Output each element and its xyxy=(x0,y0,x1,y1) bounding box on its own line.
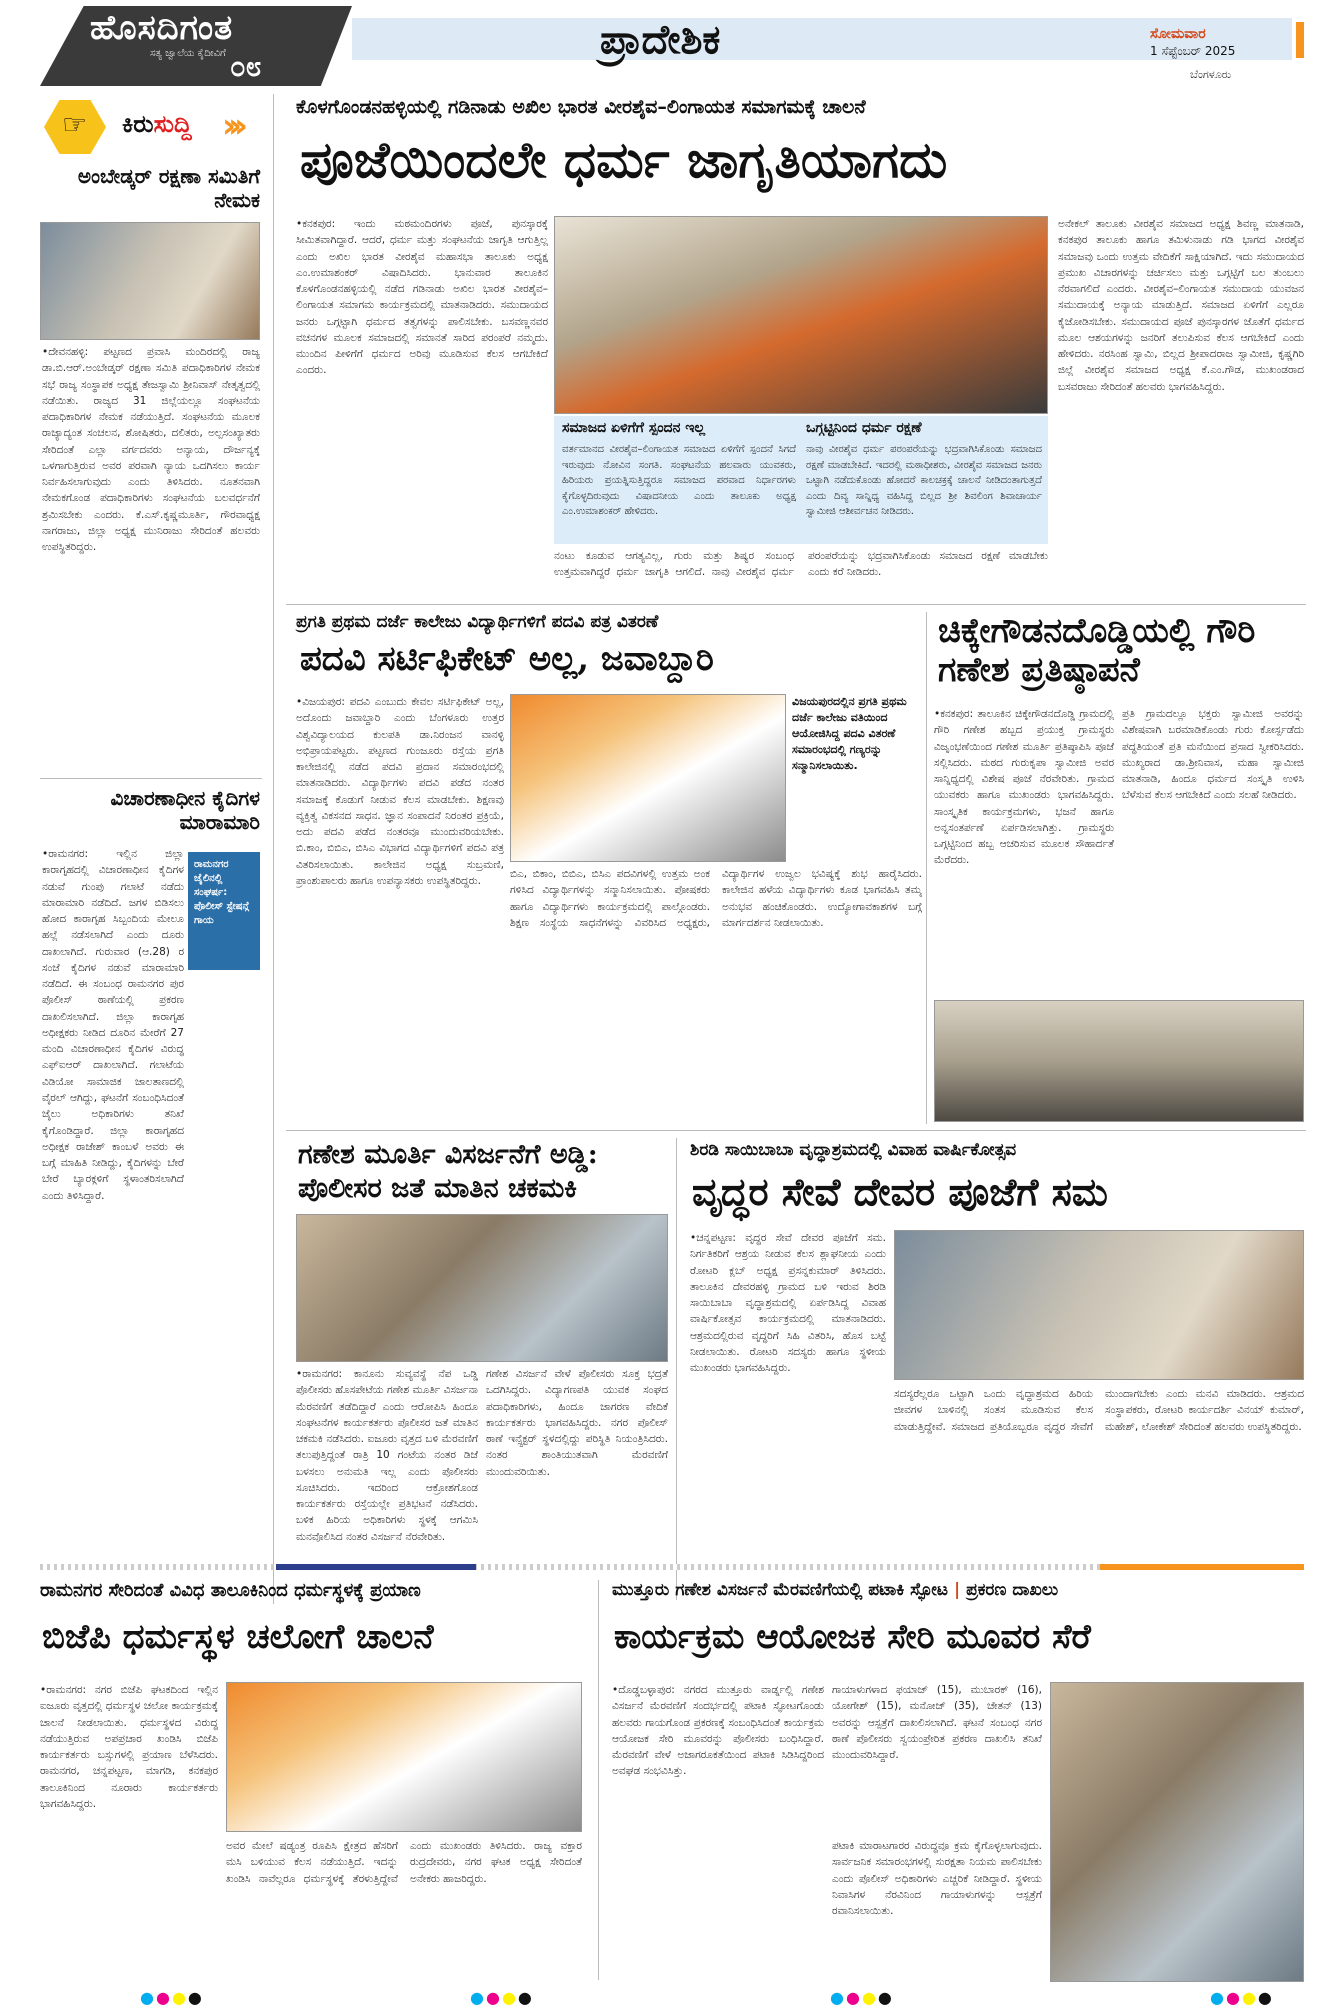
kiru-item2-body: •ರಾಮನಗರ: ಇಲ್ಲಿನ ಜಿಲ್ಲಾ ಕಾರಾಗೃಹದಲ್ಲಿ ವಿಚಾರಣಾಧೀನ ಕೈದಿಗಳ ನಡುವೆ ಗುಂಪು ಗಲಾಟೆ ನಡೆದು ಮಾರಾಮಾರಿ ನಡೆದಿದೆ. ಜಗಳ ಬಿಡಿಸಲು ಹೋದ ಕಾರಾಗೃಹ ಸಿಬ್ಬಂದಿಯ ಮೇಲೂ ಹಲ್ಲೆ ನಡೆಸಲಾಗಿದೆ ಎಂದು ದೂರು ದಾಖಲಾಗಿದೆ. ಗುರುವಾರ (ಆ.28) ರ ಸಂಜೆ ಕೈದಿಗಳ ನಡುವೆ ಮಾರಾಮಾರಿ ನಡೆದಿದೆ. ಈ ಸಂಬಂಧ ರಾಮನಗರ ಪುರ ಪೊಲೀಸ್ ಠಾಣೆಯಲ್ಲಿ ಪ್ರಕರಣ ದಾಖಲಿಸಲಾಗಿದೆ. ಜಿಲ್ಲಾ ಕಾರಾಗೃಹ ಅಧೀಕ್ಷಕರು ನೀಡಿದ ದೂರಿನ ಮೇರೆಗೆ 27 ಮಂದಿ ವಿಚಾರಣಾಧೀನ ಕೈದಿಗಳ ವಿರುದ್ಧ ಎಫ್ಐಆರ್ ದಾಖಲಾಗಿದೆ. ಗಲಾಟೆಯ ವಿಡಿಯೋ ಸಾಮಾಜಿಕ ಜಾಲತಾಣದಲ್ಲಿ ವೈರಲ್ ಆಗಿದ್ದು, ಘಟನೆಗೆ ಸಂಬಂಧಿಸಿದಂತೆ ಜೈಲು ಅಧಿಕಾರಿಗಳು ತನಿಖೆ ಕೈಗೊಂಡಿದ್ದಾರೆ. ಜಿಲ್ಲಾ ಕಾರಾಗೃಹದ ಅಧೀಕ್ಷಕ ರಾಜೇಶ್ ಕಾಂಬಳೆ ಅವರು ಈ ಬಗ್ಗೆ ಮಾಹಿತಿ ನೀಡಿದ್ದು, ಕೈದಿಗಳನ್ನು ಬೇರೆ ಬೇರೆ ಬ್ಯಾರಕ್ಗಳಿಗೆ ಸ್ಥಳಾಂತರಿಸಲಾಗಿದೆ ಎಂದು ತಿಳಿಸಿದ್ದಾರೆ. xyxy=(42,848,184,1202)
story6-body: •ರಾಮನಗರ: ನಗರ ಬಿಜೆಪಿ ಘಟಕದಿಂದ ಇಲ್ಲಿನ ಐಜೂರು ವೃತ್ತದಲ್ಲಿ ಧರ್ಮಸ್ಥಳ ಚಲೋ ಕಾರ್ಯಕ್ರಮಕ್ಕೆ ಚಾಲನೆ ನೀಡಲಾಯಿತು. ಧರ್ಮಸ್ಥಳದ ವಿರುದ್ಧ ನಡೆಯುತ್ತಿರುವ ಅಪಪ್ರಚಾರ ಖಂಡಿಸಿ ಬಿಜೆಪಿ ಕಾರ್ಯಕರ್ತರು ಬಸ್ಸುಗಳಲ್ಲಿ ಪ್ರಯಾಣ ಬೆಳೆಸಿದರು. ರಾಮನಗರ, ಚನ್ನಪಟ್ಟಣ, ಮಾಗಡಿ, ಕನಕಪುರ ತಾಲೂಕಿನಿಂದ ನೂರಾರು ಕಾರ್ಯಕರ್ತರು ಭಾಗವಹಿಸಿದ್ದರು. xyxy=(40,1684,218,1810)
kiru-item2-caption: ರಾಮನಗರ ಜೈಲಿನಲ್ಲಿ ಸಂಘರ್ಷ: ಪೊಲೀಸ್ ಸ್ಟೇಷನ್ಗೆ ಗಾಯ xyxy=(188,852,260,970)
story7-body3: ಪಟಾಕಿ ಮಾರಾಟಗಾರರ ವಿರುದ್ಧವೂ ಕ್ರಮ ಕೈಗೊಳ್ಳಲಾಗುವುದು. ಸಾರ್ವಜನಿಕ ಸಮಾರಂಭಗಳಲ್ಲಿ ಸುರಕ್ಷತಾ ನಿಯಮ ಪಾಲಿಸಬೇಕು ಎಂದು ಪೊಲೀಸ್ ಅಧಿಕಾರಿಗಳು ಎಚ್ಚರಿಕೆ ನೀಡಿದ್ದಾರೆ. ಸ್ಥಳೀಯ ನಿವಾಸಿಗಳ ನೆರವಿನಿಂದ ಗಾಯಾಳುಗಳನ್ನು ಆಸ್ಪತ್ರೆಗೆ ರವಾನಿಸಲಾಯಿತು. xyxy=(832,1840,1042,1918)
story4-photo xyxy=(296,1214,668,1362)
lead-tail: ನಂಟು ಕೂಡುವ ಆಗತ್ಯವಿಲ್ಲ, ಗುರು ಮತ್ತು ಶಿಷ್ಯರ ಸಂಬಂಧ ಉತ್ತಮವಾಗಿದ್ದರೆ ಧರ್ಮ ಜಾಗೃತಿ ಆಗಲಿದೆ. ನಾವು ವೀರಶೈವ ಧರ್ಮ ಪರಂಪರೆಯನ್ನು ಭದ್ರವಾಗಿಸಿಕೊಂಡು ಸಮಾಜದ ರಕ್ಷಣೆ ಮಾಡಬೇಕು ಎಂದು ಕರೆ ನೀಡಿದರು. xyxy=(554,550,1048,579)
lead-col1: •ಕನಕಪುರ: ಇಂದು ಮಠಮಂದಿರಗಳು ಪೂಜೆ, ಪುನಸ್ಕಾರಕ್ಕೆ ಸೀಮಿತವಾಗಿದ್ದಾರೆ. ಆದರೆ, ಧರ್ಮ ಮತ್ತು ಸಂಘಟನೆಯ ಜಾಗೃತಿ ಆಗುತ್ತಿಲ್ಲ ಎಂದು ಅಖಿಲ ಭಾರತ ವೀರಶೈವ ಮಹಾಸಭಾ ತಾಲೂಕು ಅಧ್ಯಕ್ಷ ಎಂ.ಉಮಾಶಂಕರ್ ವಿಷಾದಿಸಿದರು. ಭಾನುವಾರ ತಾಲೂಕಿನ ಕೊಳಗೊಂಡನಹಳ್ಳಿಯಲ್ಲಿ ನಡೆದ ಗಡಿನಾಡು ಅಖಿಲ ಭಾರತ ವೀರಶೈವ–ಲಿಂಗಾಯತ ಸಮಾಗಮ ಕಾರ್ಯಕ್ರಮದಲ್ಲಿ ಮಾತನಾಡಿದರು. ಸಮುದಾಯದ ಜನರು ಒಗ್ಗಟ್ಟಾಗಿ ಧರ್ಮದ ತತ್ವಗಳನ್ನು ಪಾಲಿಸಬೇಕು. ಬಸವಣ್ಣನವರ ವಚನಗಳ ಮೂಲಕ ಸಮಾಜದಲ್ಲಿ ಸಮಾನತೆ ಸಾರಿದ ಪರಂಪರೆ ನಮ್ಮದು. ಮುಂದಿನ ಪೀಳಿಗೆಗೆ ಧರ್ಮದ ಅರಿವು ಮೂಡಿಸುವ ಕೆಲಸ ಆಗಬೇಕಿದೆ ಎಂದರು. xyxy=(296,218,548,377)
lead-box-b-title: ಒಗ್ಗಟ್ಟಿನಿಂದ ಧರ್ಮ ರಕ್ಷಣೆ xyxy=(806,420,922,436)
kiru-item1-headline: ಅಂಬೇಡ್ಕರ್ ರಕ್ಷಣಾ ಸಮಿತಿಗೆ ನೇಮಕ xyxy=(77,164,260,212)
lead-photo xyxy=(554,216,1048,414)
story3-photo xyxy=(934,1000,1304,1122)
story5-kicker: ಶಿರಡಿ ಸಾಯಿಬಾಬಾ ವೃದ್ಧಾಶ್ರಮದಲ್ಲಿ ವಿವಾಹ ವಾರ್ಷಿಕೋತ್ಸವ xyxy=(690,1140,1017,1160)
kiru-item2-headline: ವಿಚಾರಣಾಧೀನ ಕೈದಿಗಳ ಮಾರಾಮಾರಿ xyxy=(110,786,260,834)
story3-headline: ಚಿಕ್ಕೇಗೌಡನದೊಡ್ಡಿಯಲ್ಲಿ ಗೌರಿ ಗಣೇಶ ಪ್ರತಿಷ್ಠಾಪನೆ xyxy=(938,611,1256,691)
registration-marks: ●●●● xyxy=(140,1988,204,2007)
story5-body: •ಚನ್ನಪಟ್ಟಣ: ವೃದ್ಧರ ಸೇವೆ ದೇವರ ಪೂಜೆಗೆ ಸಮ. ನಿರ್ಗತಿಕರಿಗೆ ಆಶ್ರಯ ನೀಡುವ ಕೆಲಸ ಶ್ಲಾಘನೀಯ ಎಂದು ರೋಟರಿ ಕ್ಲಬ್ ಅಧ್ಯಕ್ಷ ಪ್ರಸನ್ನಕುಮಾರ್ ತಿಳಿಸಿದರು. ತಾಲೂಕಿನ ದೇವರಹಳ್ಳಿ ಗ್ರಾಮದ ಬಳಿ ಇರುವ ಶಿರಡಿ ಸಾಯಿಬಾಬಾ ವೃದ್ಧಾಶ್ರಮದಲ್ಲಿ ಏರ್ಪಡಿಸಿದ್ದ ವಿವಾಹ ವಾರ್ಷಿಕೋತ್ಸವ ಕಾರ್ಯಕ್ರಮದಲ್ಲಿ ಮಾತನಾಡಿದರು. ಆಶ್ರಮದಲ್ಲಿರುವ ವೃದ್ಧರಿಗೆ ಸಿಹಿ ವಿತರಿಸಿ, ಹೊಸ ಬಟ್ಟೆ ನೀಡಲಾಯಿತು. ರೋಟರಿ ಸದಸ್ಯರು ಹಾಗೂ ಸ್ಥಳೀಯ ಮುಖಂಡರು ಭಾಗವಹಿಸಿದ್ದರು. xyxy=(690,1232,886,1375)
kiru-item1-photo xyxy=(40,222,260,340)
registration-marks: ●●●● xyxy=(1210,1988,1274,2007)
story2-kicker: ಪ್ರಗತಿ ಪ್ರಥಮ ದರ್ಜೆ ಕಾಲೇಜು ವಿದ್ಯಾರ್ಥಿಗಳಿಗೆ ಪದವಿ ಪತ್ರ ವಿತರಣೆ xyxy=(296,612,659,632)
lead-box-a-title: ಸಮಾಜದ ಏಳಿಗೆಗೆ ಸ್ಪಂದನ ಇಲ್ಲ xyxy=(562,420,706,436)
lead-box-b xyxy=(806,420,1042,520)
story2-caption: ವಿಜಯಪುರದಲ್ಲಿನ ಪ್ರಗತಿ ಪ್ರಥಮ ದರ್ಜೆ ಕಾಲೇಜು ವತಿಯಿಂದ ಆಯೋಜಿಸಿದ್ದ ಪದವಿ ವಿತರಣೆ ಸಮಾರಂಭದಲ್ಲಿ ಗಣ್ಯರನ್ನು ಸನ್ಮಾನಿಸಲಾಯಿತು. xyxy=(792,695,907,772)
chevron-right-icon: ››› xyxy=(222,106,241,146)
story4-headline: ಗಣೇಶ ಮೂರ್ತಿ ವಿಸರ್ಜನೆಗೆ ಅಡ್ಡಿ: ಪೊಲೀಸರ ಜತೆ ಮಾತಿನ ಚಕಮಕಿ xyxy=(298,1139,598,1204)
lead-col3: ಅನೇಕಲ್ ತಾಲೂಕು ವೀರಶೈವ ಸಮಾಜದ ಅಧ್ಯಕ್ಷ ಶಿವಣ್ಣ ಮಾತನಾಡಿ, ಕನಕಪುರ ತಾಲೂಕು ಹಾಗೂ ತಮಿಳುನಾಡು ಗಡಿ ಭಾಗದ ವೀರಶೈವ ಸಮಾಜವು ಒಂದು ಉತ್ತಮ ವೇದಿಕೆಗೆ ಸಾಕ್ಷಿಯಾಗಿದೆ. ಇದು ಸಮುದಾಯದ ಪ್ರಮುಖ ವಿಚಾರಗಳನ್ನು ಚರ್ಚಿಸಲು ಮತ್ತು ಒಗ್ಗಟ್ಟಿಗೆ ಬಲ ತುಂಬಲು ನೆರವಾಗಲಿದೆ ಎಂದರು. ವೀರಶೈವ–ಲಿಂಗಾಯತ ಸಮುದಾಯ ಯುವಜನ ಸಮುದಾಯಕ್ಕೆ ಅನ್ಯಾಯ ಮಾಡುತ್ತಿದೆ. ಸಮಾಜದ ಏಳಿಗೆಗೆ ಎಲ್ಲರೂ ಕೈಜೋಡಿಸಬೇಕು. ಸಮುದಾಯದ ಪೂಜೆ ಪುನಸ್ಕಾರಗಳ ಜೊತೆಗೆ ಧರ್ಮದ ಮೂಲ ಆಶಯಗಳನ್ನು ಜನರಿಗೆ ತಲುಪಿಸುವ ಕೆಲಸ ಆಗಬೇಕಿದೆ ಎಂದು ಹೇಳಿದರು. ನರಸಿಂಹ ಸ್ವಾಮಿ, ಬಿಲ್ಲದ ಶ್ರೀಪಾದರಾಜ ಸ್ವಾಮೀಜಿ, ಕೃಷ್ಣಗಿರಿ ಜಿಲ್ಲೆ ವೀರಶೈವ ಸಮಾಜದ ಅಧ್ಯಕ್ಷ ಕೆ.ಎಂ.ಗೌಡ, ಮುಖಂಡರಾದ ಬಸವರಾಜು ಸೇರಿದಂತೆ ಹಲವರು ಭಾಗವಹಿಸಿದ್ದರು. xyxy=(1058,218,1304,393)
divider xyxy=(286,604,1306,605)
masthead-city: ಬೆಂಗಳೂರು xyxy=(1190,68,1232,81)
story6-kicker: ರಾಮನಗರ ಸೇರಿದಂತೆ ವಿವಿಧ ತಾಲೂಕಿನಿಂದ ಧರ್ಮಸ್ಥಳಕ್ಕೆ ಪ್ರಯಾಣ xyxy=(40,1580,421,1601)
masthead-date: 1 ಸೆಪ್ಟೆಂಬರ್ 2025 xyxy=(1150,44,1236,58)
story6-body2: ಅವರ ಮೇಲೆ ಷಡ್ಯಂತ್ರ ರೂಪಿಸಿ ಕ್ಷೇತ್ರದ ಹೆಸರಿಗೆ ಮಸಿ ಬಳಿಯುವ ಕೆಲಸ ನಡೆಯುತ್ತಿದೆ. ಇದನ್ನು ಖಂಡಿಸಿ ನಾವೆಲ್ಲರೂ ಧರ್ಮಸ್ಥಳಕ್ಕೆ ತೆರಳುತ್ತಿದ್ದೇವೆ ಎಂದು ಮುಖಂಡರು ತಿಳಿಸಿದರು. ರಾಜ್ಯ ವಕ್ತಾರ ರುದ್ರದೇವರು, ನಗರ ಘಟಕ ಅಧ್ಯಕ್ಷ ಸೇರಿದಂತೆ ಅನೇಕರು ಹಾಜರಿದ್ದರು. xyxy=(226,1840,582,1885)
kiru-item1-body: •ದೇವನಹಳ್ಳಿ: ಪಟ್ಟಣದ ಪ್ರವಾಸಿ ಮಂದಿರದಲ್ಲಿ ರಾಜ್ಯ ಡಾ.ಬಿ.ಆರ್.ಅಂಬೇಡ್ಕರ್ ರಕ್ಷಣಾ ಸಮಿತಿ ಪದಾಧಿಕಾರಿಗಳ ನೇಮಕ ಸಭೆ ರಾಜ್ಯ ಸಂಸ್ಥಾಪಕ ಅಧ್ಯಕ್ಷ ತೇಜಸ್ವಾಮಿ ಶ್ರೀನಿವಾಸ್ ನೇತೃತ್ವದಲ್ಲಿ ನಡೆಯಿತು. ರಾಜ್ಯದ 31 ಜಿಲ್ಲೆಯಲ್ಲೂ ಸಂಘಟನೆಯ ಪದಾಧಿಕಾರಿಗಳ ನೇಮಕ ನಡೆಯುತ್ತಿದೆ. ಸಂಘಟನೆಯ ಮೂಲಕ ರಾಜ್ಯಾದ್ಯಂತ ಸಂಚಲನ, ಶೋಷಿತರು, ದಲಿತರು, ಅಲ್ಪಸಂಖ್ಯಾತರು ಸೇರಿದಂತೆ ಎಲ್ಲಾ ವರ್ಗದವರು ಅನ್ಯಾಯ, ದೌರ್ಜನ್ಯಕ್ಕೆ ಒಳಗಾಗುತ್ತಿರುವ ಅವರ ಪರವಾಗಿ ನ್ಯಾಯ ಒದಗಿಸಲು ಕಾರ್ಯ ನಿರ್ವಹಿಸಲಾಗುವುದು ಎಂದು ತಿಳಿಸಿದರು. ನೂತನವಾಗಿ ನೇಮಕಗೊಂಡ ಪದಾಧಿಕಾರಿಗಳು ಸಂಘಟನೆಯ ಬಲವರ್ಧನೆಗೆ ಶ್ರಮಿಸಬೇಕು ಎಂದರು. ಕೆ.ಎಸ್.ಕೃಷ್ಣಮೂರ್ತಿ, ಗೌರವಾಧ್ಯಕ್ಷ ನಾಗರಾಜು, ಜಿಲ್ಲಾ ಅಧ್ಯಕ್ಷ ಮುನಿರಾಜು ಸೇರಿದಂತೆ ಹಲವರು ಉಪಸ್ಥಿತರಿದ್ದರು. xyxy=(42,346,260,554)
story2-body2: ಬಿಎ, ಬಿಕಾಂ, ಬಿಬಿಎ, ಬಿಸಿಎ ಪದವಿಗಳಲ್ಲಿ ಉತ್ತಮ ಅಂಕ ಗಳಿಸಿದ ವಿದ್ಯಾರ್ಥಿಗಳನ್ನು ಸನ್ಮಾನಿಸಲಾಯಿತು. ಪೋಷಕರು ಹಾಗೂ ವಿದ್ಯಾರ್ಥಿಗಳು ಕಾರ್ಯಕ್ರಮದಲ್ಲಿ ಪಾಲ್ಗೊಂಡರು. ಶಿಕ್ಷಣ ಸಂಸ್ಥೆಯ ಸಾಧನೆಗಳನ್ನು ವಿವರಿಸಿದ ಅಧ್ಯಕ್ಷರು, ವಿದ್ಯಾರ್ಥಿಗಳ ಉಜ್ವಲ ಭವಿಷ್ಯಕ್ಕೆ ಶುಭ ಹಾರೈಸಿದರು. ಕಾಲೇಜಿನ ಹಳೆಯ ವಿದ್ಯಾರ್ಥಿಗಳು ಕೂಡ ಭಾಗವಹಿಸಿ ತಮ್ಮ ಅನುಭವ ಹಂಚಿಕೊಂಡರು. ಉದ್ಯೋಗಾವಕಾಶಗಳ ಬಗ್ಗೆ ಮಾರ್ಗದರ್ಶನ ನೀಡಲಾಯಿತು. xyxy=(510,868,922,929)
registration-marks: ●●●● xyxy=(470,1988,534,2007)
story5-body2: ಸದಸ್ಯರೆಲ್ಲರೂ ಒಟ್ಟಾಗಿ ಒಂದು ವೃದ್ಧಾಶ್ರಮದ ಹಿರಿಯ ಜೀವಗಳ ಬಾಳಿನಲ್ಲಿ ಸಂತಸ ಮೂಡಿಸುವ ಕೆಲಸ ಮಾಡುತ್ತಿದ್ದೇವೆ. ಸಮಾಜದ ಪ್ರತಿಯೊಬ್ಬರೂ ವೃದ್ಧರ ಸೇವೆಗೆ ಮುಂದಾಗಬೇಕು ಎಂದು ಮನವಿ ಮಾಡಿದರು. ಆಶ್ರಮದ ಸಂಸ್ಥಾಪಕರು, ರೋಟರಿ ಕಾರ್ಯದರ್ಶಿ ವಿನಯ್ ಕುಮಾರ್, ಮಹೇಶ್, ಲೋಕೇಶ್ ಸೇರಿದಂತೆ ಹಲವರು ಉಪಸ್ಥಿತರಿದ್ದರು. xyxy=(894,1388,1304,1433)
strip-orange xyxy=(1100,1564,1304,1570)
story7-kicker: ಮುತ್ತೂರು ಗಣೇಶ ವಿಸರ್ಜನೆ ಮೆರವಣಿಗೆಯಲ್ಲಿ ಪಟಾಕಿ ಸ್ಫೋಟ | ಪ್ರಕರಣ ದಾಖಲು xyxy=(612,1580,1059,1600)
section-title: ಪ್ರಾದೇಶಿಕ xyxy=(600,16,721,63)
masthead-day: ಸೋಮವಾರ xyxy=(1150,26,1206,42)
kiru-suddi-label: ಕಿರುಸುದ್ದಿ xyxy=(122,110,192,138)
registration-marks: ●●●● xyxy=(830,1988,894,2007)
pointing-hand-icon: ☞ xyxy=(62,108,88,141)
masthead-accent-bar xyxy=(1296,22,1304,58)
divider xyxy=(926,612,927,1124)
story2-photo xyxy=(510,694,786,862)
story5-photo xyxy=(894,1230,1304,1380)
masthead-tagline: ಸತ್ಯ ಜ್ವಾಲೆಯ ಕೈದೀವಿಗೆ xyxy=(150,48,226,59)
story7-photo xyxy=(1050,1682,1304,1982)
divider xyxy=(676,1138,677,1600)
story2-body: •ವಿಜಯಪುರ: ಪದವಿ ಎಂಬುದು ಕೇವಲ ಸರ್ಟಿಫಿಕೇಟ್ ಅಲ್ಲ, ಅದೊಂದು ಜವಾಬ್ದಾರಿ ಎಂದು ಬೆಂಗಳೂರು ಉತ್ತರ ವಿಶ್ವವಿದ್ಯಾಲಯದ ಕುಲಪತಿ ಡಾ.ನಿರಂಜನ ವಾನಳ್ಳಿ ಅಭಿಪ್ರಾಯಪಟ್ಟರು. ಪಟ್ಟಣದ ಗುಂಜೂರು ರಸ್ತೆಯ ಪ್ರಗತಿ ಕಾಲೇಜಿನಲ್ಲಿ ನಡೆದ ಪದವಿ ಪ್ರದಾನ ಸಮಾರಂಭದಲ್ಲಿ ಮಾತನಾಡಿದರು. ವಿದ್ಯಾರ್ಥಿಗಳು ಪದವಿ ಪಡೆದ ನಂತರ ಸಮಾಜಕ್ಕೆ ಕೊಡುಗೆ ನೀಡುವ ಕೆಲಸ ಮಾಡಬೇಕು. ಶಿಕ್ಷಣವು ವ್ಯಕ್ತಿತ್ವ ವಿಕಸನದ ಸಾಧನ. ಜ್ಞಾನ ಸಂಪಾದನೆ ನಿರಂತರ ಪ್ರಕ್ರಿಯೆ, ಅದು ಪದವಿ ಪಡೆದ ನಂತರವೂ ಮುಂದುವರಿಯಬೇಕು. ಬಿ.ಕಾಂ, ಬಿಬಿಎ, ಬಿಸಿಎ ವಿಭಾಗದ ವಿದ್ಯಾರ್ಥಿಗಳಿಗೆ ಪದವಿ ಪತ್ರ ವಿತರಿಸಲಾಯಿತು. ಕಾಲೇಜಿನ ಅಧ್ಯಕ್ಷ ಸುಬ್ರಮಣಿ, ಪ್ರಾಂಶುಪಾಲರು ಹಾಗೂ ಉಪನ್ಯಾಸಕರು ಉಪಸ್ಥಿತರಿದ್ದರು. xyxy=(296,696,504,887)
lead-headline: ಪೂಜೆಯಿಂದಲೇ ಧರ್ಮ ಜಾಗೃತಿಯಾಗದು xyxy=(300,130,948,189)
story6-headline: ಬಿಜೆಪಿ ಧರ್ಮಸ್ಥಳ ಚಲೋಗೆ ಚಾಲನೆ xyxy=(42,1617,434,1657)
story2-headline: ಪದವಿ ಸರ್ಟಿಫಿಕೇಟ್ ಅಲ್ಲ, ಜವಾಬ್ದಾರಿ xyxy=(300,639,714,679)
page-number: ೦೮ xyxy=(230,50,262,83)
lead-box-a-body: ವರ್ತಮಾನದ ವೀರಶೈವ–ಲಿಂಗಾಯತ ಸಮಾಜದ ಏಳಿಗೆಗೆ ಸ್ಪಂದನೆ ಸಿಗದೆ ಇರುವುದು ನೋವಿನ ಸಂಗತಿ. ಸಂಘಟನೆಯ ಹಲವಾರು ಯುವಕರು, ಹಿರಿಯರು ಪ್ರಯತ್ನಿಸುತ್ತಿದ್ದರೂ ಸಮಾಜದ ಪರವಾದ ನಿರ್ಧಾರಗಳು ಕೈಗೊಳ್ಳದಿರುವುದು ವಿಷಾದನೀಯ ಎಂದು ತಾಲೂಕು ಅಧ್ಯಕ್ಷ ಎಂ.ಉಮಾಶಂಕರ್ ಹೇಳಿದರು. xyxy=(562,444,796,517)
divider xyxy=(286,1130,1306,1131)
story3-body: •ಕನಕಪುರ: ತಾಲೂಕಿನ ಚಿಕ್ಕೇಗೌಡನದೊಡ್ಡಿ ಗ್ರಾಮದಲ್ಲಿ ಗೌರಿ ಗಣೇಶ ಹಬ್ಬದ ಪ್ರಯುಕ್ತ ಗ್ರಾಮಸ್ಥರು ವಿಜೃಂಭಣೆಯಿಂದ ಗಣೇಶ ಮೂರ್ತಿ ಪ್ರತಿಷ್ಠಾಪಿಸಿ ಪೂಜೆ ಸಲ್ಲಿಸಿದರು. ಮಠದ ಗುರುಕೃಪಾ ಸ್ವಾಮೀಜಿ ಅವರ ಸಾನ್ನಿಧ್ಯದಲ್ಲಿ ವಿಶೇಷ ಪೂಜೆ ನೆರವೇರಿತು. ಗ್ರಾಮದ ಯುವಕರು ಹಾಗೂ ಮುಖಂಡರು ಭಾಗವಹಿಸಿದ್ದರು. ಸಾಂಸ್ಕೃತಿಕ ಕಾರ್ಯಕ್ರಮಗಳು, ಭಜನೆ ಹಾಗೂ ಅನ್ನಸಂತರ್ಪಣೆ ಏರ್ಪಡಿಸಲಾಗಿತ್ತು. ಗ್ರಾಮಸ್ಥರು ಒಗ್ಗಟ್ಟಿನಿಂದ ಹಬ್ಬ ಆಚರಿಸುವ ಮೂಲಕ ಸೌಹಾರ್ದತೆ ಮೆರೆದರು. xyxy=(934,708,1114,867)
divider xyxy=(598,1580,599,1980)
story3-body2: ಪ್ರತಿ ಗ್ರಾಮದಲ್ಲೂ ಭಕ್ತರು ಸ್ವಾಮೀಜಿ ಅವರನ್ನು ವಿಶೇಷವಾಗಿ ಬರಮಾಡಿಕೊಂಡು ಗುರು ಕೋರ್ಸ್ಪಡೆದು ಪದ್ಧತಿಯಂತೆ ಪ್ರತಿ ಮನೆಯಿಂದ ಪ್ರಸಾದ ಸ್ವೀಕರಿಸಿದರು. ಮುಖ್ಯರಾದ ಡಾ.ಶ್ರೀನಿವಾಸ, ಮಹಾ ಸ್ವಾಮೀಜಿ ಮಾತನಾಡಿ, ಹಿಂದೂ ಧರ್ಮದ ಸಂಸ್ಕೃತಿ ಉಳಿಸಿ ಬೆಳೆಸುವ ಕೆಲಸ ಆಗಬೇಕಿದೆ ಎಂದು ಸಲಹೆ ನೀಡಿದರು. xyxy=(1122,708,1304,802)
story7-body: •ದೊಡ್ಡಬಳ್ಳಾಪುರ: ನಗರದ ಮುತ್ತೂರು ವಾರ್ಡ್ನಲ್ಲಿ ಗಣೇಶ ವಿಸರ್ಜನೆ ಮೆರವಣಿಗೆ ಸಂದರ್ಭದಲ್ಲಿ ಪಟಾಕಿ ಸ್ಫೋಟಗೊಂಡು ಹಲವರು ಗಾಯಗೊಂಡ ಪ್ರಕರಣಕ್ಕೆ ಸಂಬಂಧಿಸಿದಂತೆ ಕಾರ್ಯಕ್ರಮ ಆಯೋಜಕ ಸೇರಿ ಮೂವರನ್ನು ಪೊಲೀಸರು ಬಂಧಿಸಿದ್ದಾರೆ. ಮೆರವಣಿಗೆ ವೇಳೆ ಅಜಾಗರೂಕತೆಯಿಂದ ಪಟಾಕಿ ಸಿಡಿಸಿದ್ದರಿಂದ ಅವಘಡ ಸಂಭವಿಸಿತ್ತು. xyxy=(612,1684,824,1778)
story4-body: •ರಾಮನಗರ: ಕಾನೂನು ಸುವ್ಯವಸ್ಥೆ ನೆಪ ಒಡ್ಡಿ ಪೊಲೀಸರು ಹೊಸಪೇಟೆಯ ಗಣೇಶ ಮೂರ್ತಿ ವಿಸರ್ಜನಾ ಮೆರವಣಿಗೆ ತಡೆದಿದ್ದಾರೆ ಎಂದು ಆರೋಪಿಸಿ ಹಿಂದೂ ಸಂಘಟನೆಗಳ ಕಾರ್ಯಕರ್ತರು ಪೊಲೀಸರ ಜತೆ ಮಾತಿನ ಚಕಮಕಿ ನಡೆಸಿದರು. ಐಜೂರು ವೃತ್ತದ ಬಳಿ ಮೆರವಣಿಗೆ ತಲುಪುತ್ತಿದ್ದಂತೆ ರಾತ್ರಿ 10 ಗಂಟೆಯ ನಂತರ ಡಿಜೆ ಬಳಸಲು ಅನುಮತಿ ಇಲ್ಲ ಎಂದು ಪೊಲೀಸರು ಸೂಚಿಸಿದರು. ಇದರಿಂದ ಆಕ್ರೋಶಗೊಂಡ ಕಾರ್ಯಕರ್ತರು ರಸ್ತೆಯಲ್ಲೇ ಪ್ರತಿಭಟನೆ ನಡೆಸಿದರು. ಬಳಿಕ ಹಿರಿಯ ಅಧಿಕಾರಿಗಳು ಸ್ಥಳಕ್ಕೆ ಆಗಮಿಸಿ ಮನವೊಲಿಸಿದ ನಂತರ ವಿಸರ್ಜನೆ ನೆರವೇರಿತು. xyxy=(296,1368,478,1543)
divider xyxy=(40,778,262,779)
lead-box-a xyxy=(562,420,796,520)
story7-body2: ಗಾಯಾಳುಗಳಾದ ಫಯಾಜ್ (15), ಮುಬಾರಕ್ (16), ಯೋಗೇಶ್ (15), ಮನೋಜ್ (35), ಚೇತನ್ (13) ಅವರನ್ನು ಆಸ್ಪತ್ರೆಗೆ ದಾಖಲಿಸಲಾಗಿದೆ. ಘಟನೆ ಸಂಬಂಧ ನಗರ ಠಾಣೆ ಪೊಲೀಸರು ಸ್ವಯಂಪ್ರೇರಿತ ಪ್ರಕರಣ ದಾಖಲಿಸಿ ತನಿಖೆ ಮುಂದುವರಿಸಿದ್ದಾರೆ. xyxy=(832,1684,1042,1762)
story4-body2: ಗಣೇಶ ವಿಸರ್ಜನೆ ವೇಳೆ ಪೊಲೀಸರು ಸೂಕ್ತ ಭದ್ರತೆ ಒದಗಿಸಿದ್ದರು. ವಿದ್ಯಾಗಣಪತಿ ಯುವಕ ಸಂಘದ ಪದಾಧಿಕಾರಿಗಳು, ಹಿಂದೂ ಜಾಗರಣ ವೇದಿಕೆ ಕಾರ್ಯಕರ್ತರು ಭಾಗವಹಿಸಿದ್ದರು. ನಗರ ಪೊಲೀಸ್ ಠಾಣೆ ಇನ್ಸ್ಪೆಕ್ಟರ್ ಸ್ಥಳದಲ್ಲಿದ್ದು ಪರಿಸ್ಥಿತಿ ನಿಯಂತ್ರಿಸಿದರು. ನಂತರ ಶಾಂತಿಯುತವಾಗಿ ಮೆರವಣಿಗೆ ಮುಂದುವರಿಯಿತು. xyxy=(486,1368,668,1478)
lead-box-b-body: ನಾವು ವೀರಶೈವ ಧರ್ಮ ಪರಂಪರೆಯನ್ನು ಭದ್ರವಾಗಿಸಿಕೊಂಡು ಸಮಾಜದ ರಕ್ಷಣೆ ಮಾಡಬೇಕಿದೆ. ಇದರಲ್ಲಿ ಮಠಾಧೀಶರು, ವೀರಶೈವ ಸಮಾಜದ ಜನರು ಒಟ್ಟಾಗಿ ನಡೆದುಕೊಂಡು ಹೋದರೆ ಕಾಲಚಕ್ರಕ್ಕೆ ಚಾಲನೆ ನೀಡಿದಂತಾಗುತ್ತದೆ ಎಂದು ದಿವ್ಯ ಸಾನ್ನಿಧ್ಯ ವಹಿಸಿದ್ದ ಬಿಲ್ಲದ ಶ್ರೀ ಶಿವಲಿಂಗ ಶಿವಾಚಾರ್ಯ ಸ್ವಾಮೀಜಿ ಆಶೀರ್ವಚನ ನೀಡಿದರು. xyxy=(806,444,1042,517)
masthead-brand: ಹೊಸದಿಗಂತ xyxy=(90,8,234,48)
story7-headline: ಕಾರ್ಯಕ್ರಮ ಆಯೋಜಕ ಸೇರಿ ಮೂವರ ಸೆರೆ xyxy=(614,1617,1091,1657)
lead-kicker: ಕೊಳಗೊಂಡನಹಳ್ಳಿಯಲ್ಲಿ ಗಡಿನಾಡು ಅಖಿಲ ಭಾರತ ವೀರಶೈವ–ಲಿಂಗಾಯತ ಸಮಾಗಮಕ್ಕೆ ಚಾಲನೆ xyxy=(296,96,866,118)
story6-photo xyxy=(226,1682,582,1832)
story5-headline: ವೃದ್ಧರ ಸೇವೆ ದೇವರ ಪೂಜೆಗೆ ಸಮ xyxy=(692,1169,1108,1214)
strip-blue xyxy=(276,1564,476,1570)
